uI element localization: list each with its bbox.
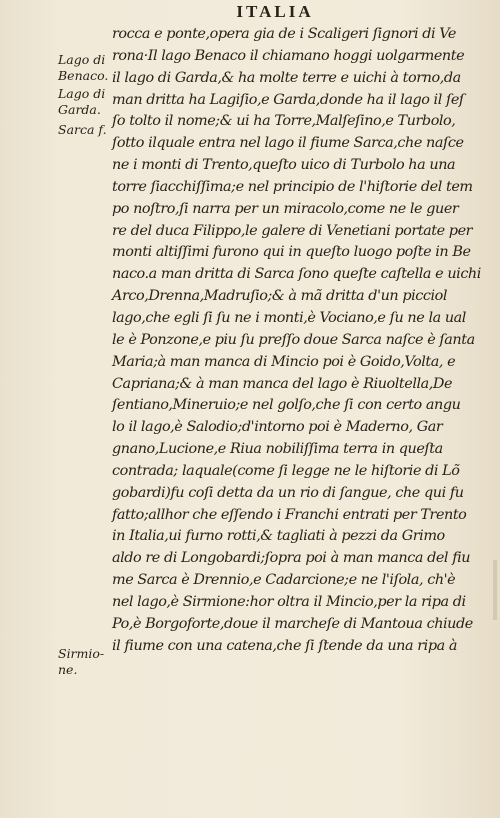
text-line: contrada; laquale(come ſi legge ne le hiſtorie di Lõ bbox=[112, 462, 460, 479]
text-line: po noſtro,ſi narra per un miracolo,come ne le guer bbox=[112, 200, 459, 217]
text-line: ſentiano,Mineruio;e nel golſo,che ſi con certo angu bbox=[112, 397, 461, 414]
text-line: lago,che egli ſi ſu ne i monti,è Vociano,e ſu ne la ual bbox=[112, 309, 466, 326]
text-line: aldo re di Longobardi;ſopra poi à man manca del fiu bbox=[112, 550, 471, 567]
text-line: Po,è Borgoforte,doue il marcheſe di Mantoua chiude bbox=[112, 615, 473, 632]
text-line: nel lago,è Sirmione:hor oltra il Mincio,per la ripa di bbox=[112, 593, 466, 610]
text-line: monti altiſſimi furono qui in queſto luogo poſte in Be bbox=[112, 244, 471, 261]
text-line: fatto;allhor che eſſendo i Franchi entrati per Trento bbox=[112, 506, 467, 523]
page-title: ITALIA bbox=[236, 2, 314, 21]
text-line: ne i monti di Trento,queſto uico di Turbolo ha una bbox=[112, 157, 456, 174]
text-line: il fiume con una catena,che ſi ſtende da una ripa à bbox=[112, 637, 457, 654]
text-line: naco.a man dritta di Sarca ſono queſte caſtella e uichi bbox=[112, 266, 481, 283]
text-line: me Sarca è Drennio,e Cadarcione;e ne l'iſola, ch'è bbox=[112, 572, 456, 589]
text-line: ſo tolto il nome;& ui ha Torre,Malſeſino,e Turbolo, bbox=[112, 113, 456, 130]
text-line: Arco,Drenna,Madruſio;& à mã dritta d'un picciol bbox=[112, 288, 447, 305]
text-line: ſotto ilquale entra nel lago il fiume Sarca,che naſce bbox=[112, 135, 464, 152]
text-line: Maria;à man manca di Mincio poi è Goido,Volta, e bbox=[112, 353, 456, 370]
text-line: in Italia,ui furno rotti,& tagliati à pezzi da Grimo bbox=[112, 528, 445, 545]
text-line: il lago di Garda,& ha molte terre e uichi à torno,da bbox=[112, 69, 461, 86]
margin-note-sarca: Sarca f. bbox=[58, 122, 107, 137]
text-line: torre ſiacchiſſima;e nel principio de l'hiſtorie del tem bbox=[112, 178, 473, 195]
text-line: le è Ponzone,e piu ſu preſſo doue Sarca naſce è ſanta bbox=[112, 331, 475, 348]
text-line: rocca e ponte,opera gia de i Scaligeri ſignori di Ve bbox=[112, 26, 456, 42]
running-head bbox=[0, 2, 500, 22]
text-line: lo il lago,è Salodio;d'intorno poi è Maderno, Gar bbox=[112, 419, 443, 436]
text-line: man dritta ha Lagiſio,e Garda,donde ha il lago il ſeſ bbox=[112, 91, 464, 108]
margin-note-lago-di-garda: Lago di Garda. bbox=[58, 86, 106, 117]
margin-note-lago-di-benaco: Lago di Benaco. bbox=[58, 52, 109, 83]
text-line: gnano,Lucione,e Riua nobiliſſima terra in queſta bbox=[112, 441, 443, 458]
text-line: gobardi)fu coſi detta da un rio di ſangue, che qui fu bbox=[112, 484, 464, 501]
text-line: rona·Il lago Benaco il chiamano hoggi uolgarmente bbox=[112, 47, 465, 64]
page-edge-shadow bbox=[493, 560, 497, 620]
body-text bbox=[112, 24, 484, 657]
margin-note-sirmione: Sirmio- ne. bbox=[58, 646, 105, 677]
text-line: Capriana;& à man manca del lago è Riuoltella,De bbox=[112, 375, 453, 392]
text-line: re del duca Filippo,le galere di Venetiani portate per bbox=[112, 222, 473, 239]
